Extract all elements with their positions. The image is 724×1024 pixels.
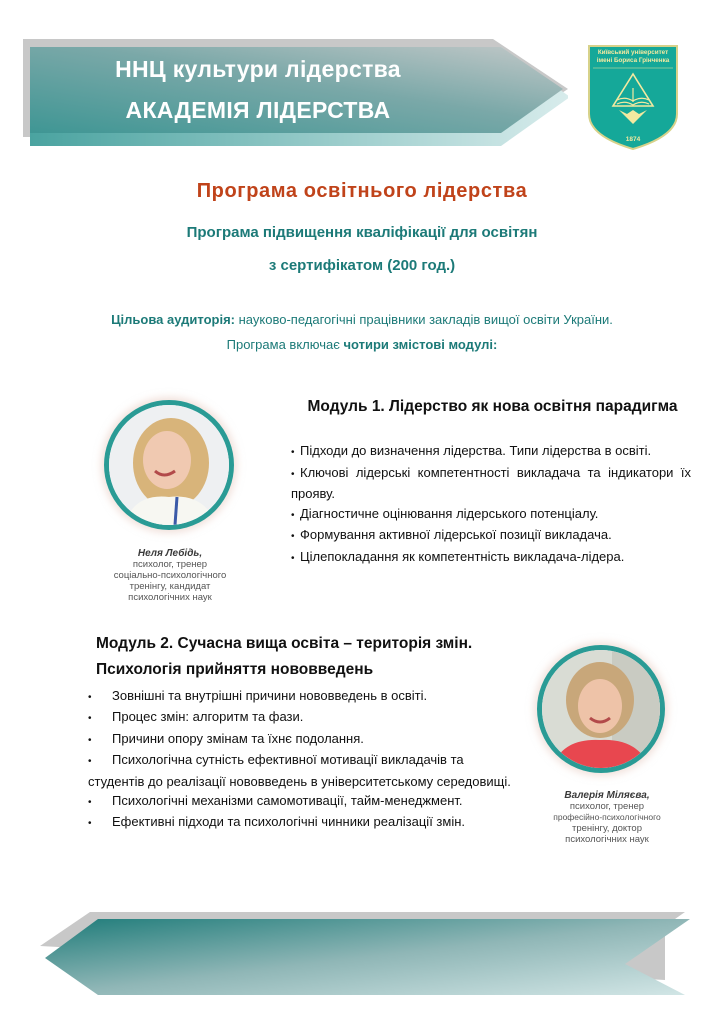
header-title-line1: ННЦ культури лідерства [115,56,401,82]
bullet-icon: • [88,797,92,809]
modules-intro-text: Програма включає [226,337,344,352]
module2-title-line1: Модуль 2. Сучасна вища освіта – територія змін. [96,635,473,652]
target-audience-label: Цільова аудиторія: [111,312,236,327]
list-item [291,504,691,526]
bullet-icon: • [88,713,92,725]
module2-title-line2: Психологія прийняття нововведень [96,661,374,678]
modules-intro-bold: чотири змістові модулі: [343,337,498,352]
module1-title: Модуль 1. Лідерство як нова освітня парадигма [307,398,678,415]
module2-topics [88,686,513,834]
bullet-icon: • [291,447,295,458]
header-banner [23,37,568,145]
logo-text-line1: Київський університет [597,49,669,56]
list-item-text: Цілепокладання як компетентність викладача-лідера. [300,548,625,564]
list-item-text: Зовнішні та внутрішні причини нововведень в освіті. [112,688,428,703]
bullet-icon: • [291,531,295,542]
list-item-text: Діагностичне оцінювання лідерського потенціалу. [300,505,599,521]
module1-topics [291,441,691,568]
list-item-text: Психологічні механізми самомотивації, тайм-менеджмент. [112,793,463,809]
trainer-title-line: тренінгу, кандидат [129,581,211,592]
bullet-icon: • [291,468,295,480]
trainer-caption-1 [100,548,240,603]
trainer-caption-2 [536,790,678,845]
program-subtitle-line2: з сертифікатом (200 год.) [268,257,456,274]
portrait-woman-blonde-icon [109,405,229,525]
list-item [88,750,513,791]
trainer-title-line: соціально-психологічного [113,570,227,581]
list-item [88,729,513,750]
list-item [291,547,691,569]
target-audience-text: науково-педагогічні працівники закладів вищої освіти України. [235,312,613,327]
avatar [537,645,665,773]
trainer-title-line: психологічних наук [565,834,649,845]
program-title: Програма освітнього лідерства [196,180,528,202]
list-item [88,812,513,833]
footer-banner-shape [40,906,690,998]
portrait-woman-red-jacket-icon [542,650,660,768]
program-subtitle-line1: Програма підвищення кваліфікації для освітян [186,224,538,241]
trainer-name-2: Валерія Міляєва, [564,790,650,801]
bullet-icon: • [88,692,92,703]
trainer-title-line: психолог, тренер [569,801,645,812]
modules-intro [0,337,724,352]
bullet-icon: • [88,734,92,746]
target-audience [0,312,724,327]
list-item [291,463,691,504]
trainer-title-line: професійно-психологічного [553,812,661,822]
footer-banner [40,906,690,998]
logo-year: 1874 [625,136,641,143]
list-item-text: Психологічна сутність ефективної мотивації викладачів та студентів до реалізації нововведень в університетському середовищі. [88,752,511,789]
list-item-text: Процес змін: алгоритм та фази. [112,709,304,725]
logo-text-line2: імені Бориса Грінченка [596,57,670,64]
list-item [291,525,691,547]
trainer-photo-1 [104,400,234,530]
trainer-title-line: тренінгу, доктор [572,823,642,834]
header-title-line2: АКАДЕМІЯ ЛІДЕРСТВА [125,97,391,123]
trainer-photo-2 [537,645,667,775]
header-banner-shape [23,37,568,147]
list-item-text: Підходи до визначення лідерства. Типи лідерства в освіті. [300,443,652,458]
list-item-text: Формування активної лідерської позиції викладача. [300,527,612,542]
list-item [88,686,513,707]
list-item-text: Причини опору змінам та їхнє подолання. [112,730,364,746]
university-logo [587,44,679,151]
trainer-title-line: психологічних наук [128,592,212,603]
bullet-icon: • [291,509,295,521]
bullet-icon: • [88,818,92,830]
list-item [88,791,513,812]
trainer-title-line: психолог, тренер [132,559,208,570]
list-item [88,707,513,728]
avatar [104,400,234,530]
bullet-icon: • [291,552,295,564]
list-item-text: Ефективні підходи та психологічні чинники реалізації змін. [112,814,465,830]
bullet-icon: • [88,756,92,768]
module2-title [96,631,526,683]
list-item [291,441,691,463]
list-item-text: Ключові лідерські компетентності викладача та індикатори їх прояву. [291,464,691,501]
trainer-name-1: Неля Лебідь, [137,548,203,559]
